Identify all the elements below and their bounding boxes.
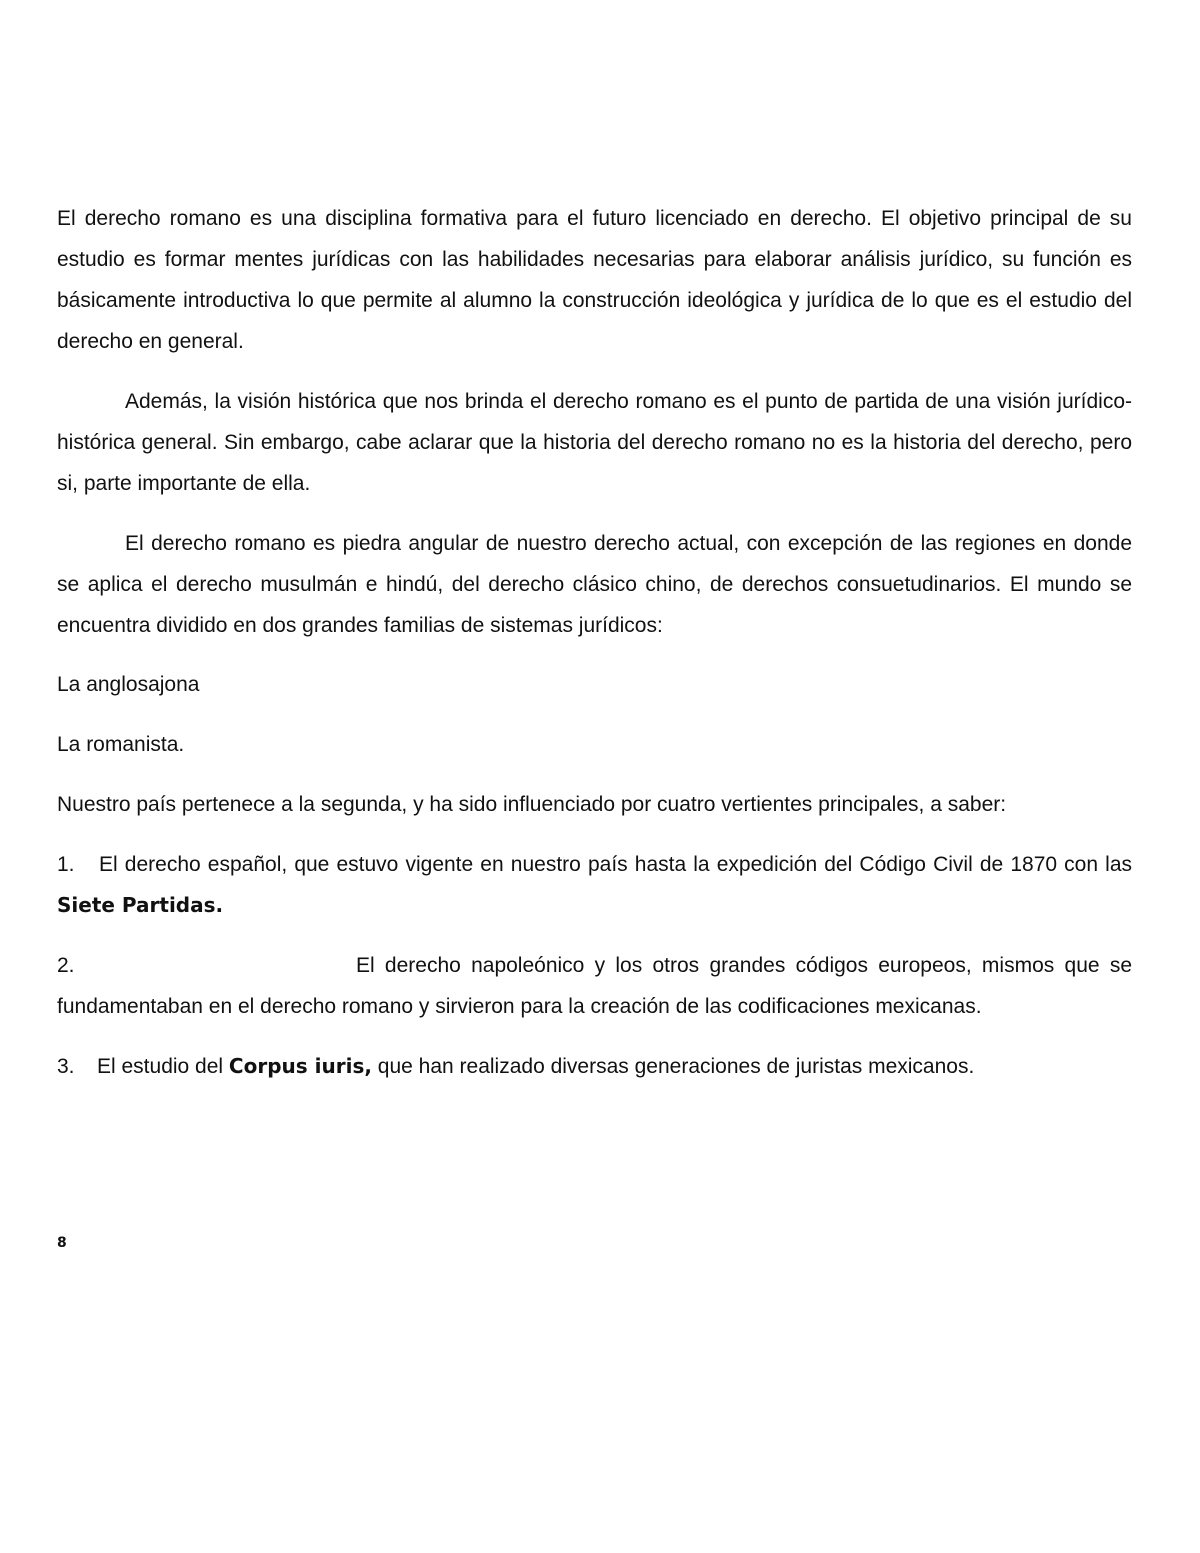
family-romanista: La romanista. xyxy=(57,733,185,756)
page-number: 8 xyxy=(57,1235,67,1251)
list-item-napoleonic-law xyxy=(57,945,1132,1027)
list-item-text: El derecho español, que estuvo vigente en nuestro país hasta la expedición del Código Civil de 1870 con las xyxy=(99,853,1132,876)
list-item-text: El estudio del xyxy=(97,1055,229,1078)
paragraph-legal-families: El derecho romano es piedra angular de nuestro derecho actual, con excepción de las regiones en donde se aplica el derecho musulmán e hindú, del derecho clásico chino, de derechos consuetudinarios. El mundo se encuentra dividido en dos grandes familias de sistemas jurídicos: xyxy=(57,532,1132,637)
list-item-bold-text: Corpus iuris, xyxy=(228,1054,372,1078)
list-number: 2. xyxy=(57,954,75,977)
list-item-spanish-law xyxy=(57,844,1132,926)
list-item-corpus-iuris xyxy=(57,1046,1132,1087)
list-item-bold-text: Siete Partidas. xyxy=(57,893,224,917)
document-page xyxy=(57,198,1132,1087)
list-number: 1. xyxy=(57,853,75,876)
list-item-text: El derecho napoleónico y los otros grandes códigos europeos, mismos que se fundamentaban en el derecho romano y sirvieron para la creación de las codificaciones mexicanas. xyxy=(57,954,1132,1018)
list-number: 3. xyxy=(57,1055,75,1078)
paragraph-influences: Nuestro país pertenece a la segunda, y ha sido influenciado por cuatro vertientes principales, a saber: xyxy=(57,793,1007,816)
paragraph-intro: El derecho romano es una disciplina formativa para el futuro licenciado en derecho. El objetivo principal de su estudio es formar mentes jurídicas con las habilidades necesarias para elaborar análisis jurídico, su función es básicamente introductiva lo que permite al alumno la construcción ideológica y jurídica de lo que es el estudio del derecho en general. xyxy=(57,207,1132,353)
paragraph-historical-vision: Además, la visión histórica que nos brinda el derecho romano es el punto de partida de una visión jurídico-histórica general. Sin embargo, cabe aclarar que la historia del derecho romano no es la historia del derecho, pero si, parte importante de ella. xyxy=(57,390,1132,495)
list-item-text-after: que han realizado diversas generaciones de juristas mexicanos. xyxy=(371,1055,975,1078)
family-anglosajona: La anglosajona xyxy=(57,673,200,696)
